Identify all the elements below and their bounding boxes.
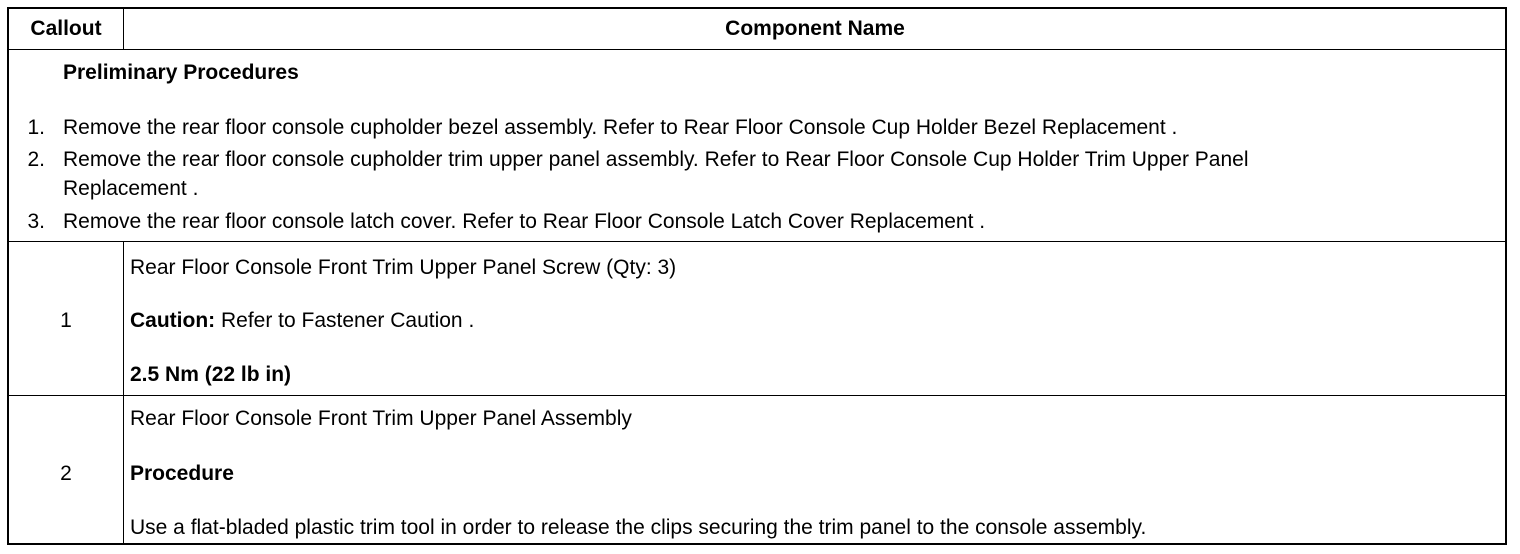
caution-label: Caution:: [130, 309, 216, 332]
step-text: Remove the rear floor console cupholder trim upper panel assembly. Refer to Rear Floor Console Cup Holder Trim Upper Panel: [63, 148, 1249, 171]
step-text: Remove the rear floor console cupholder bezel assembly. Refer to Rear Floor Console Cup Holder Bezel Replacement .: [63, 116, 1178, 139]
header-divider: [123, 9, 124, 49]
preliminary-title: Preliminary Procedures: [63, 61, 299, 84]
component-table: [7, 7, 1507, 545]
row-2-divider: [123, 395, 124, 545]
header-bottom-rule: [9, 49, 1505, 50]
step-number: 3.: [27, 210, 45, 233]
row-1-component-name: Rear Floor Console Front Trim Upper Panel Screw (Qty: 3): [130, 256, 677, 279]
row-1-torque: 2.5 Nm (22 lb in): [130, 363, 292, 386]
step-number: 2.: [27, 148, 45, 171]
row-2-component-name: Rear Floor Console Front Trim Upper Panel Assembly: [130, 407, 632, 430]
caution-text: Refer to Fastener Caution .: [215, 309, 475, 332]
step-text-continued: Replacement .: [63, 177, 199, 200]
row-1-caution: [130, 307, 474, 334]
header-callout: Callout: [30, 17, 102, 40]
header-component-name: Component Name: [725, 17, 905, 40]
step-number: 1.: [27, 116, 45, 139]
row-2-callout: 2: [60, 462, 72, 485]
row-2-procedure-label: Procedure: [130, 462, 234, 485]
row-1-callout: 1: [60, 309, 72, 332]
row-1-bottom-rule: [9, 395, 1505, 396]
step-text: Remove the rear floor console latch cover. Refer to Rear Floor Console Latch Cover Replacement .: [63, 210, 986, 233]
preliminary-bottom-rule: [9, 241, 1505, 242]
row-2-procedure-text: Use a flat-bladed plastic trim tool in order to release the clips securing the trim panel to the console assembly.: [130, 516, 1147, 539]
row-1-divider: [123, 241, 124, 395]
